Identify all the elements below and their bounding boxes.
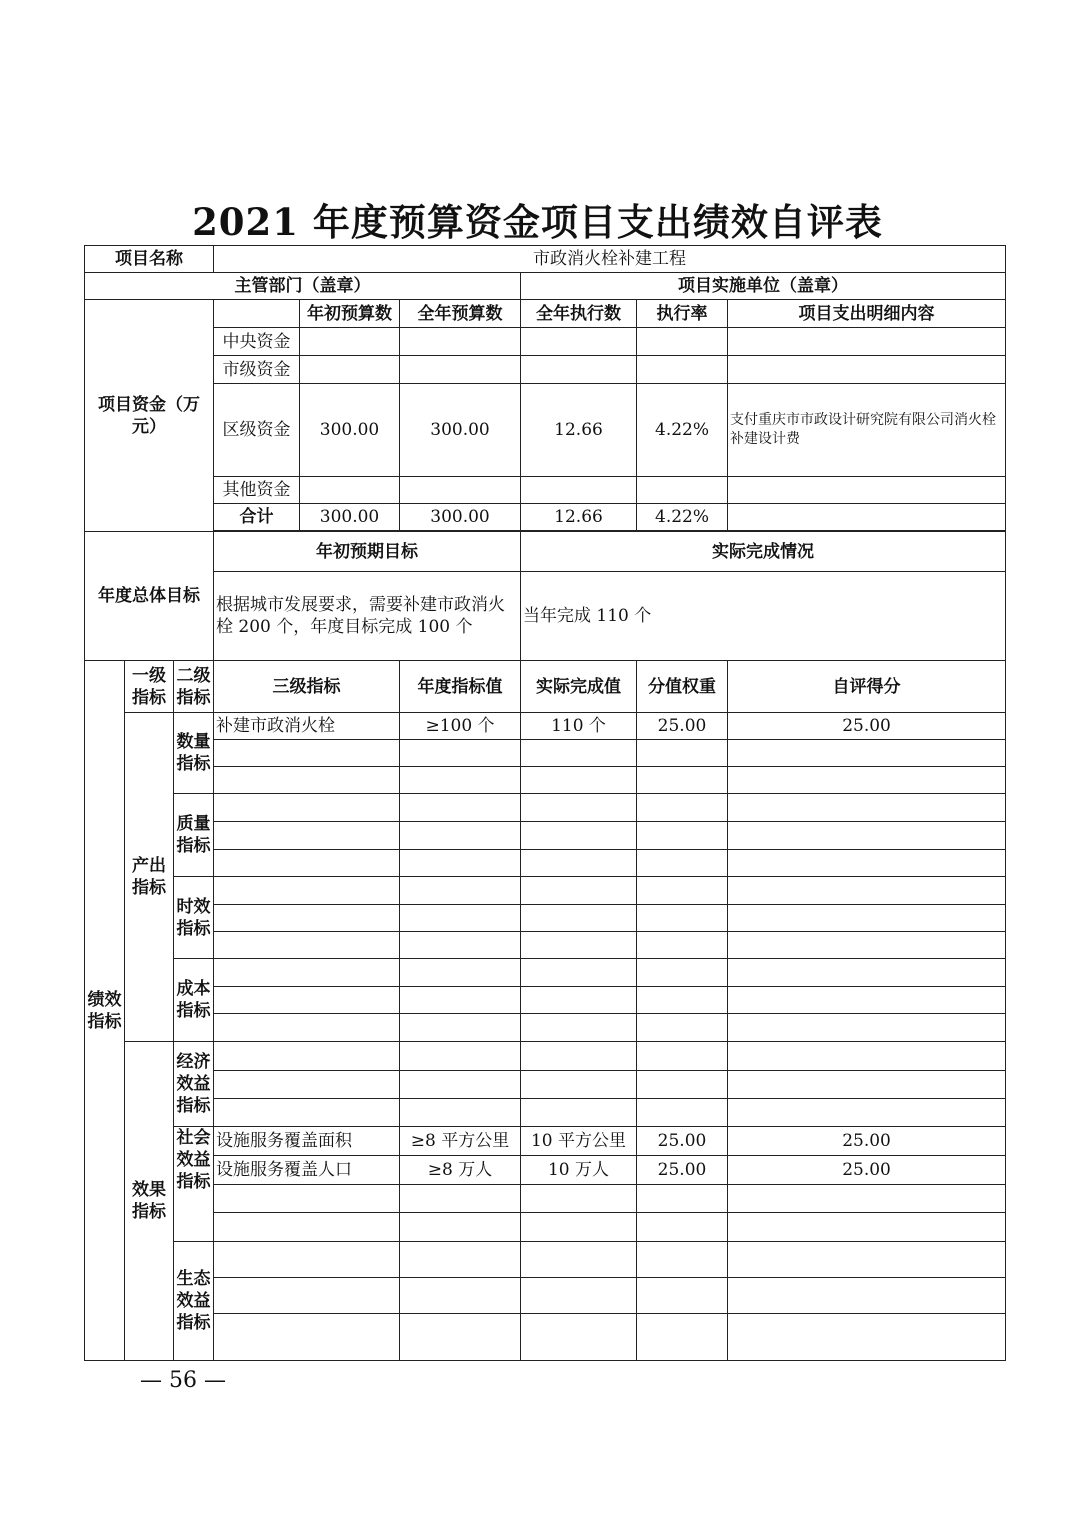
fund-total-rate: 4.22% — [637, 504, 728, 531]
fund-executed: 12.66 — [521, 384, 637, 477]
fund-annual — [400, 356, 521, 384]
fund-executed — [521, 328, 637, 356]
quantity-indicators-label: 数量指标 — [174, 713, 214, 794]
indicator-name: 补建市政消火栓 — [214, 713, 400, 740]
fund-name: 中央资金 — [214, 328, 300, 356]
project-name-label: 项目名称 — [85, 246, 214, 273]
quality-indicators-label: 质量指标 — [174, 794, 214, 877]
funds-label: 项目资金（万元） — [85, 300, 214, 532]
fund-initial — [300, 328, 400, 356]
indicator-weight: 25.00 — [637, 713, 728, 740]
goals-expected-header: 年初预期目标 — [214, 532, 521, 572]
fund-detail — [728, 328, 1006, 356]
goals-expected-text: 根据城市发展要求，需要补建市政消火栓 200 个，年度目标完成 100 个 — [214, 572, 521, 661]
fund-total-label: 合计 — [214, 504, 300, 531]
indicator-actual: 10 平方公里 — [521, 1127, 637, 1156]
fund-detail — [728, 356, 1006, 384]
fund-detail — [728, 477, 1006, 504]
fund-name: 区级资金 — [214, 384, 300, 477]
goals-actual-text: 当年完成 110 个 — [521, 572, 1006, 661]
funds-header-rate: 执行率 — [637, 300, 728, 328]
indicator-score: 25.00 — [728, 1156, 1006, 1185]
fund-annual: 300.00 — [400, 384, 521, 477]
cost-indicators-label: 成本指标 — [174, 959, 214, 1042]
social-indicators-label: 社会效益指标 — [174, 1127, 214, 1242]
fund-name: 市级资金 — [214, 356, 300, 384]
indicator-weight: 25.00 — [637, 1127, 728, 1156]
fund-rate — [637, 477, 728, 504]
funds-header-initial: 年初预算数 — [300, 300, 400, 328]
funds-header-executed: 全年执行数 — [521, 300, 637, 328]
indicator-name: 设施服务覆盖面积 — [214, 1127, 400, 1156]
timeliness-indicators-label: 时效指标 — [174, 877, 214, 959]
fund-detail: 支付重庆市市政设计研究院有限公司消火栓补建设计费 — [728, 384, 1006, 477]
page-title: 2021 年度预算资金项目支出绩效自评表 — [192, 200, 883, 244]
fund-rate: 4.22% — [637, 384, 728, 477]
fund-initial: 300.00 — [300, 384, 400, 477]
fund-rate — [637, 328, 728, 356]
fund-initial — [300, 356, 400, 384]
ecological-indicators-label: 生态效益指标 — [174, 1242, 214, 1361]
page-number: — 56 — — [140, 1368, 226, 1393]
goals-label: 年度总体目标 — [85, 532, 214, 661]
indicator-actual: 110 个 — [521, 713, 637, 740]
header-level2: 二级指标 — [174, 661, 214, 713]
fund-annual — [400, 328, 521, 356]
header-weight: 分值权重 — [637, 661, 728, 713]
indicator-target: ≥8 万人 — [400, 1156, 521, 1185]
economic-indicators-label: 经济效益指标 — [174, 1042, 214, 1127]
header-target: 年度指标值 — [400, 661, 521, 713]
header-level3: 三级指标 — [214, 661, 400, 713]
performance-table — [84, 245, 1006, 1361]
indicator-target: ≥100 个 — [400, 713, 521, 740]
header-score: 自评得分 — [728, 661, 1006, 713]
fund-total-detail — [728, 504, 1006, 531]
indicators-label: 绩效指标 — [85, 661, 125, 1361]
output-indicators-label: 产出指标 — [125, 713, 174, 1042]
indicator-score: 25.00 — [728, 1127, 1006, 1156]
impl-unit-label: 项目实施单位（盖章） — [521, 273, 1006, 300]
fund-executed — [521, 477, 637, 504]
fund-executed — [521, 356, 637, 384]
indicator-score: 25.00 — [728, 713, 1006, 740]
fund-name: 其他资金 — [214, 477, 300, 504]
fund-total-executed: 12.66 — [521, 504, 637, 531]
fund-total-annual: 300.00 — [400, 504, 521, 531]
header-level1: 一级指标 — [125, 661, 174, 713]
indicator-target: ≥8 平方公里 — [400, 1127, 521, 1156]
dept-label: 主管部门（盖章） — [85, 273, 521, 300]
project-name-value: 市政消火栓补建工程 — [214, 246, 1006, 273]
goals-actual-header: 实际完成情况 — [521, 532, 1006, 572]
indicator-weight: 25.00 — [637, 1156, 728, 1185]
fund-annual — [400, 477, 521, 504]
indicator-actual: 10 万人 — [521, 1156, 637, 1185]
fund-initial — [300, 477, 400, 504]
header-actual: 实际完成值 — [521, 661, 637, 713]
funds-header-detail: 项目支出明细内容 — [728, 300, 1006, 328]
fund-rate — [637, 356, 728, 384]
indicator-name: 设施服务覆盖人口 — [214, 1156, 400, 1185]
funds-header-annual: 全年预算数 — [400, 300, 521, 328]
funds-header-blank — [214, 300, 300, 328]
effect-indicators-label: 效果指标 — [125, 1042, 174, 1361]
fund-total-initial: 300.00 — [300, 504, 400, 531]
